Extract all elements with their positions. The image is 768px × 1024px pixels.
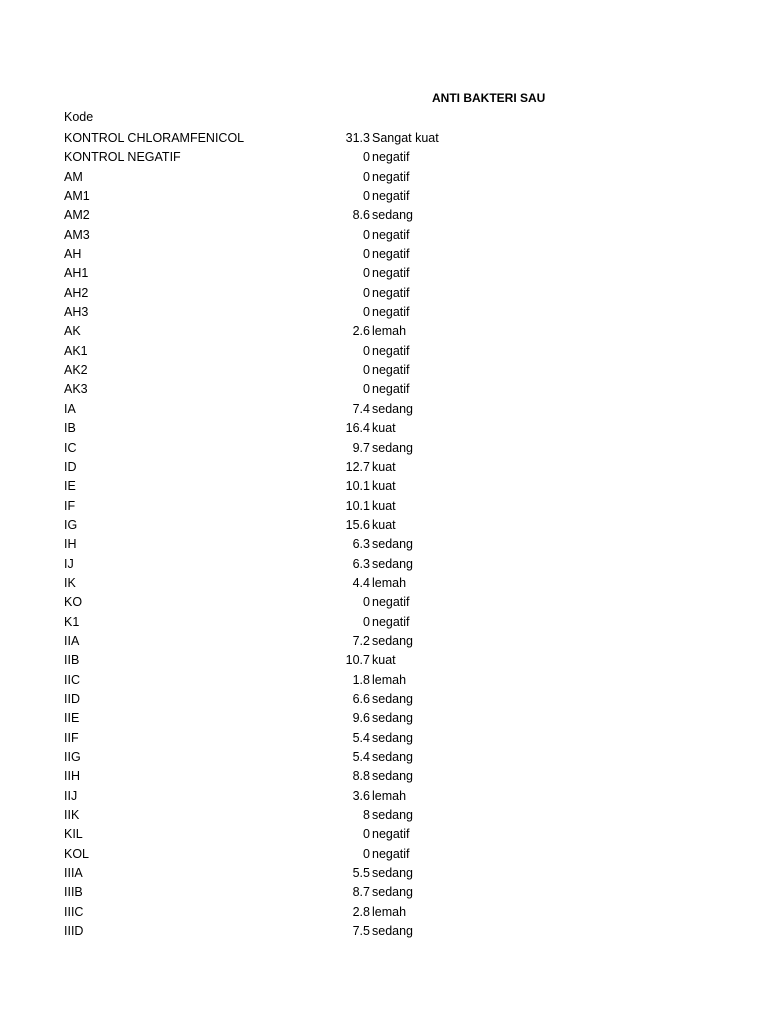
row-category: sedang [372, 401, 414, 416]
row-category: lemah [372, 672, 407, 687]
table-row [0, 748, 768, 767]
row-code: IIIC [64, 904, 84, 919]
row-value: 10.1 [345, 498, 370, 513]
row-category: negatif [372, 827, 410, 842]
row-value: 8.7 [352, 885, 370, 900]
table-row [0, 555, 768, 574]
row-code: IA [64, 401, 76, 416]
table-row [0, 361, 768, 380]
table-row [0, 613, 768, 632]
table-row [0, 767, 768, 786]
row-value: 0 [363, 305, 370, 320]
row-category: sedang [372, 711, 414, 726]
row-value: 5.4 [352, 750, 370, 764]
table-row [0, 380, 768, 399]
table-row [0, 400, 768, 419]
row-category: sedang [372, 750, 414, 764]
row-code: IIID [64, 924, 84, 939]
row-code: IIB [64, 653, 80, 668]
row-category: negatif [372, 247, 410, 262]
table-row [0, 264, 768, 283]
row-category: sedang [372, 730, 414, 745]
row-category: kuat [372, 459, 396, 474]
row-category: negatif [372, 363, 410, 378]
row-code: AM [64, 169, 83, 184]
row-code: IJ [64, 556, 74, 571]
page-title: ANTI BAKTERI SAU [432, 91, 546, 105]
row-category: sedang [372, 537, 414, 552]
row-code: AK3 [64, 382, 88, 397]
row-value: 16.4 [345, 421, 370, 436]
row-category: sedang [372, 633, 414, 648]
table-row [0, 845, 768, 864]
row-code: AK2 [64, 363, 88, 378]
row-code: IC [64, 440, 77, 455]
row-category: sedang [372, 769, 414, 784]
row-code: IIA [64, 633, 80, 648]
row-code: AH [64, 247, 82, 262]
table-row [0, 903, 768, 922]
table-row [0, 690, 768, 709]
row-code: IH [64, 537, 77, 552]
row-value: 0 [363, 846, 370, 861]
row-value: 7.5 [352, 924, 370, 939]
table-row [0, 303, 768, 322]
row-category: negatif [372, 846, 410, 861]
row-value: 0 [363, 363, 370, 378]
row-code: IIF [64, 730, 79, 745]
row-code: AK1 [64, 343, 88, 358]
row-code: KOL [64, 846, 90, 861]
row-value: 8.8 [352, 769, 370, 784]
table-row [0, 806, 768, 825]
row-value: 6.6 [352, 691, 370, 706]
row-value: 12.7 [345, 459, 370, 474]
table-row [0, 497, 768, 516]
row-category: sedang [372, 808, 414, 823]
data-table [0, 129, 768, 941]
table-row [0, 284, 768, 303]
row-value: 5.5 [352, 866, 370, 881]
table-row [0, 168, 768, 187]
row-value: 0 [363, 150, 370, 165]
table-row [0, 439, 768, 458]
table-row [0, 671, 768, 690]
row-category: kuat [372, 653, 396, 668]
row-category: negatif [372, 614, 410, 629]
table-row [0, 825, 768, 844]
row-category: kuat [372, 479, 396, 494]
table-row [0, 574, 768, 593]
row-code: AH3 [64, 305, 89, 320]
row-category: sedang [372, 556, 414, 571]
row-value: 10.1 [345, 479, 370, 494]
row-code: K1 [64, 614, 80, 629]
row-code: ID [64, 459, 77, 474]
table-row [0, 883, 768, 902]
row-code: AH2 [64, 285, 89, 300]
table-row [0, 787, 768, 806]
row-code: AH1 [64, 266, 89, 281]
row-value: 0 [363, 169, 370, 184]
row-value: 0 [363, 189, 370, 204]
row-code: IK [64, 575, 76, 590]
row-category: kuat [372, 517, 396, 532]
row-value: 0 [363, 266, 370, 281]
row-value: 0 [363, 595, 370, 610]
row-value: 6.3 [352, 537, 370, 552]
row-value: 4.4 [352, 575, 370, 590]
row-category: sedang [372, 440, 414, 455]
row-category: negatif [372, 227, 410, 242]
row-category: lemah [372, 575, 407, 590]
table-row [0, 516, 768, 535]
row-code: IIK [64, 808, 80, 823]
table-row [0, 458, 768, 477]
table-row [0, 148, 768, 167]
row-category: lemah [372, 788, 407, 803]
row-category: negatif [372, 305, 410, 320]
row-code: IB [64, 421, 76, 436]
row-category: negatif [372, 266, 410, 281]
row-value: 8 [363, 808, 370, 823]
row-code: AK [64, 324, 81, 339]
row-code: AM2 [64, 208, 90, 223]
row-value: 2.8 [352, 904, 370, 919]
row-code: AM3 [64, 227, 90, 242]
row-value: 2.6 [352, 324, 370, 339]
row-code: IF [64, 498, 76, 513]
row-value: 0 [363, 382, 370, 397]
row-code: IIG [64, 750, 81, 764]
row-value: 0 [363, 614, 370, 629]
row-category: sedang [372, 866, 414, 881]
table-row [0, 477, 768, 496]
row-value: 0 [363, 227, 370, 242]
table-row [0, 709, 768, 728]
row-code: IIH [64, 769, 80, 784]
row-value: 7.4 [352, 401, 370, 416]
row-category: sedang [372, 691, 414, 706]
row-value: 8.6 [352, 208, 370, 223]
row-value: 9.6 [352, 711, 370, 726]
column-header-kode: Kode [64, 110, 94, 124]
row-category: negatif [372, 169, 410, 184]
row-code: KONTROL NEGATIF [64, 150, 181, 165]
row-category: Sangat kuat [372, 131, 439, 145]
row-category: negatif [372, 382, 410, 397]
row-category: sedang [372, 885, 414, 900]
row-value: 5.4 [352, 730, 370, 745]
row-code: IID [64, 691, 80, 706]
row-code: IIIB [64, 885, 83, 900]
table-row [0, 632, 768, 651]
row-code: KONTROL CHLORAMFENICOL [64, 131, 245, 145]
table-row [0, 922, 768, 941]
row-code: IIJ [64, 788, 78, 803]
row-category: negatif [372, 343, 410, 358]
row-code: IE [64, 479, 76, 494]
table-row [0, 342, 768, 361]
row-category: negatif [372, 150, 410, 165]
row-category: lemah [372, 904, 407, 919]
row-code: KO [64, 595, 83, 610]
row-code: KIL [64, 827, 83, 842]
row-value: 1.8 [352, 672, 370, 687]
row-category: negatif [372, 595, 410, 610]
row-category: kuat [372, 421, 396, 436]
table-row [0, 245, 768, 264]
row-value: 15.6 [345, 517, 370, 532]
table-row [0, 187, 768, 206]
row-value: 0 [363, 827, 370, 842]
row-category: negatif [372, 285, 410, 300]
table-row [0, 729, 768, 748]
row-value: 9.7 [352, 440, 370, 455]
row-value: 31.3 [345, 131, 370, 145]
row-value: 7.2 [352, 633, 370, 648]
row-category: sedang [372, 208, 414, 223]
table-row [0, 651, 768, 670]
row-value: 10.7 [345, 653, 370, 668]
table-row [0, 535, 768, 554]
row-value: 0 [363, 247, 370, 262]
table-row [0, 129, 768, 148]
table-row [0, 322, 768, 341]
row-value: 0 [363, 343, 370, 358]
row-code: IIE [64, 711, 80, 726]
table-row [0, 593, 768, 612]
table-row [0, 864, 768, 883]
row-value: 3.6 [352, 788, 370, 803]
row-code: AM1 [64, 189, 90, 204]
row-value: 0 [363, 285, 370, 300]
row-category: kuat [372, 498, 396, 513]
table-row [0, 419, 768, 438]
table-row [0, 206, 768, 225]
row-code: IIIA [64, 866, 83, 881]
row-category: negatif [372, 189, 410, 204]
row-category: lemah [372, 324, 407, 339]
row-code: IIC [64, 672, 80, 687]
row-value: 6.3 [352, 556, 370, 571]
table-row [0, 226, 768, 245]
row-code: IG [64, 517, 78, 532]
row-category: sedang [372, 924, 414, 939]
